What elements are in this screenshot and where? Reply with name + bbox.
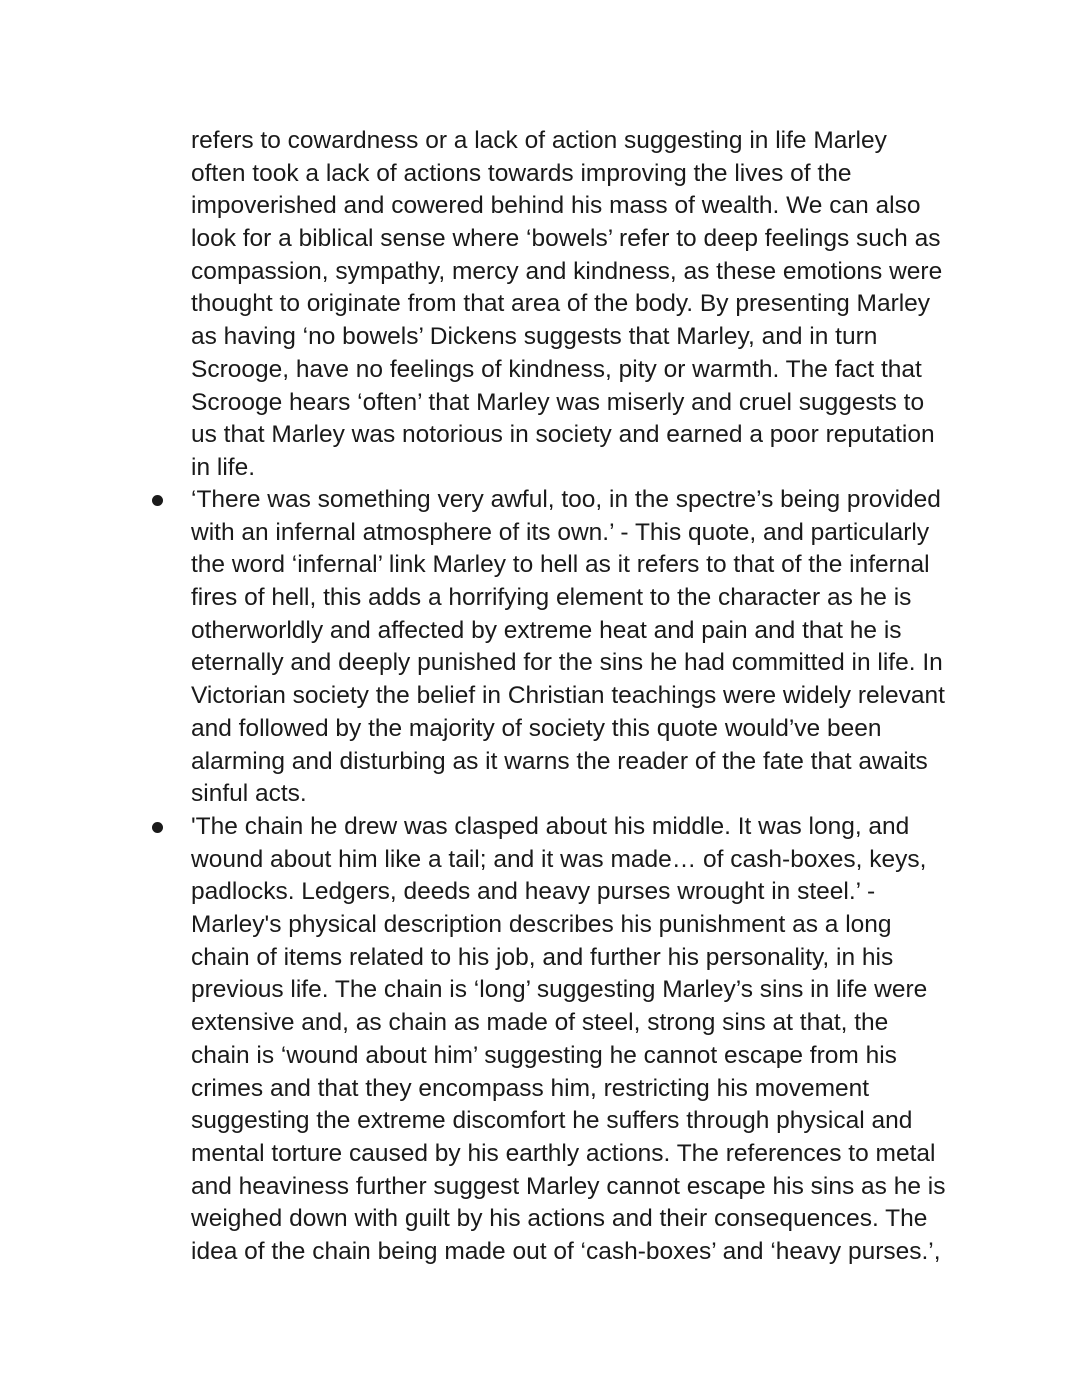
text-line: in life. (191, 453, 256, 481)
text-line: look for a biblical sense where ‘bowels’ refer to deep feelings such as (191, 225, 941, 253)
text-line: alarming and disturbing as it warns the reader of the fate that awaits (191, 747, 928, 775)
bullet-marker (152, 822, 163, 833)
text-line: with an infernal atmosphere of its own.’ - This quote, and particularly (191, 518, 930, 546)
text-line: Scrooge hears ‘often’ that Marley was miserly and cruel suggests to (191, 388, 925, 416)
text-line: Marley's physical description describes his punishment as a long (191, 911, 892, 939)
text-line: otherworldly and affected by extreme heat and pain and that he is (191, 616, 902, 644)
text-line: mental torture caused by his earthly actions. The references to metal (191, 1139, 936, 1167)
text-line: often took a lack of actions towards improving the lives of the (191, 159, 852, 187)
text-line: eternally and deeply punished for the sins he had committed in life. In (191, 649, 943, 677)
continuation-paragraph (191, 125, 981, 485)
text-line: Victorian society the belief in Christian teachings were widely relevant (191, 682, 945, 710)
text-line: previous life. The chain is ‘long’ suggesting Marley’s sins in life were (191, 976, 928, 1004)
text-line: impoverished and cowered behind his mass of wealth. We can also (191, 192, 921, 220)
text-line: idea of the chain being made out of ‘cash-boxes’ and ‘heavy purses.’, (191, 1237, 941, 1265)
bullet-marker (152, 495, 163, 506)
text-line: compassion, sympathy, mercy and kindness, as these emotions were (191, 257, 943, 285)
text-line: extensive and, as chain as made of steel, strong sins at that, the (191, 1009, 889, 1037)
text-line: suggesting the extreme discomfort he suffers through physical and (191, 1107, 913, 1135)
bullet-paragraph (191, 811, 981, 1269)
text-line: fires of hell, this adds a horrifying element to the character as he is (191, 584, 912, 612)
text-line: thought to originate from that area of the body. By presenting Marley (191, 290, 931, 318)
text-line: wound about him like a tail; and it was made… of cash-boxes, keys, (191, 845, 927, 873)
text-line: and heaviness further suggest Marley cannot escape his sins as he is (191, 1172, 946, 1200)
text-line: chain of items related to his job, and further his personality, in his (191, 943, 894, 971)
text-line: the word ‘infernal’ link Marley to hell as it refers to that of the infernal (191, 551, 930, 579)
text-line: ‘There was something very awful, too, in the spectre’s being provided (191, 486, 941, 513)
bullet-paragraph (191, 484, 981, 811)
text-line: us that Marley was notorious in society and earned a poor reputation (191, 421, 935, 449)
text-line: padlocks. Ledgers, deeds and heavy purses wrought in steel.’ - (191, 878, 876, 906)
text-line: weighed down with guilt by his actions and their consequences. The (191, 1205, 928, 1233)
text-line: sinful acts. (191, 780, 307, 808)
text-line: Scrooge, have no feelings of kindness, pity or warmth. The fact that (191, 355, 922, 383)
text-line: crimes and that they encompass him, restricting his movement (191, 1074, 870, 1102)
text-line: refers to cowardness or a lack of action suggesting in life Marley (191, 127, 887, 154)
text-line: and followed by the majority of society this quote would’ve been (191, 714, 882, 742)
text-line: as having ‘no bowels’ Dickens suggests that Marley, and in turn (191, 323, 878, 351)
text-line: chain is ‘wound about him’ suggesting he cannot escape from his (191, 1041, 897, 1069)
text-line: 'The chain he drew was clasped about his middle. It was long, and (191, 813, 910, 840)
